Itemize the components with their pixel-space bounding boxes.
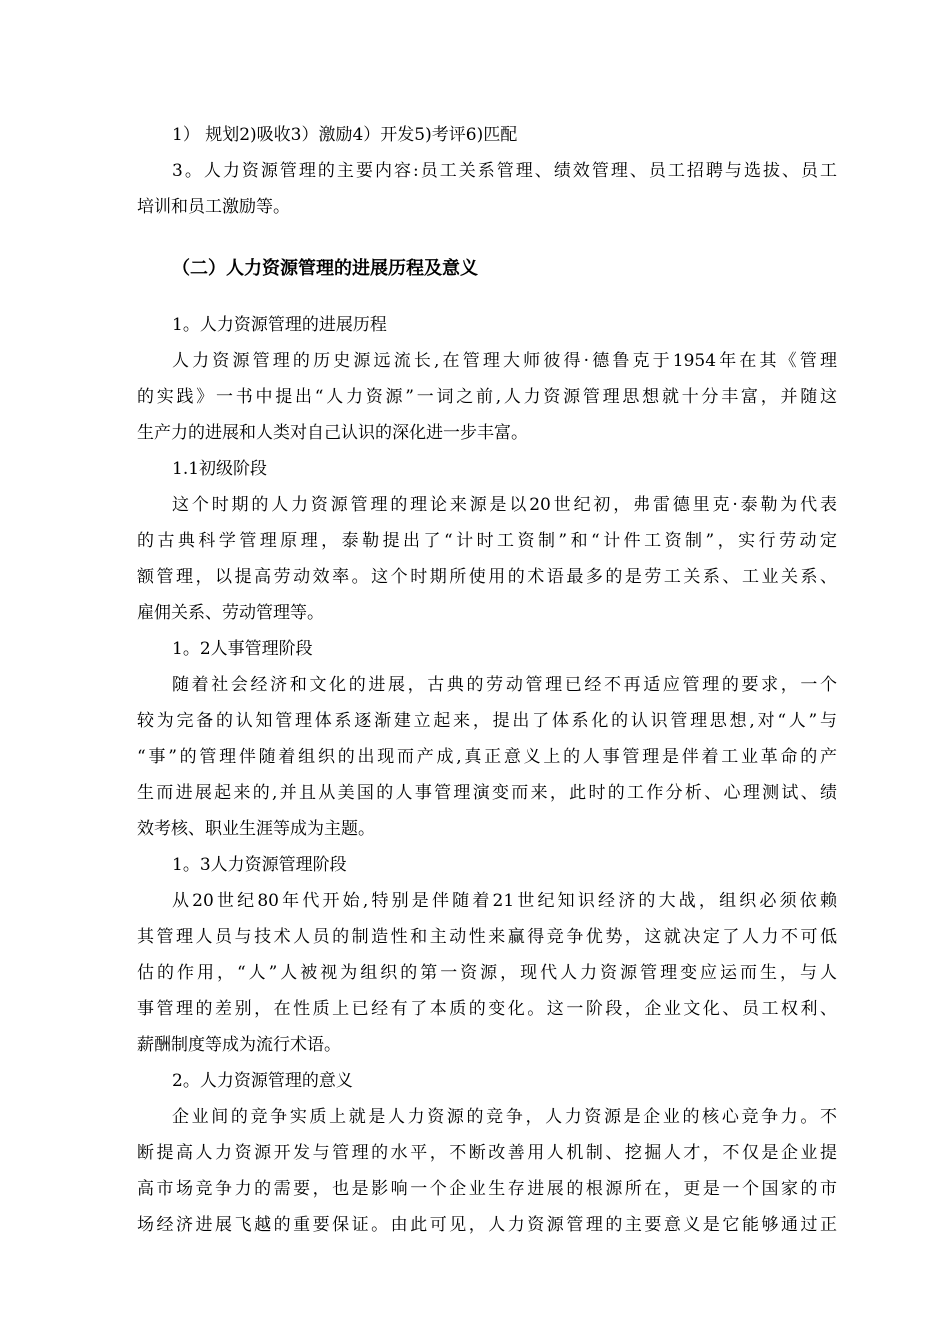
subsection-title: 1.1初级阶段 [172,459,268,479]
paragraph-line: 企业间的竞争实质上就是人力资源的竞争，人力资源是企业的核心竞争力。不 [172,1107,837,1127]
paragraph-line: 场经济进展飞越的重要保证。由此可见，人力资源管理的主要意义是它能够通过正 [137,1215,837,1235]
paragraph-line: 随着社会经济和文化的进展，古典的劳动管理已经不再适应管理的要求，一个 [172,675,837,695]
paragraph-line: 人力资源管理的历史源远流长,在管理大师彼得·德鲁克于1954年在其《管理 [172,351,837,371]
paragraph-line: 薪酬制度等成为流行术语。 [137,1035,341,1055]
paragraph-line: 培训和员工激励等。 [137,197,290,217]
paragraph-line: “事”的管理伴随着组织的出现而产成,真正意义上的人事管理是伴着工业革命的产 [137,747,837,767]
paragraph-line: 生产力的进展和人类对自己认识的深化进一步丰富。 [137,423,528,443]
section-heading: （二）人力资源管理的进展历程及意义 [172,258,478,279]
paragraph-line: 雇佣关系、劳动管理等。 [137,603,324,623]
paragraph-line: 较为完备的认知管理体系逐渐建立起来，提出了体系化的认识管理思想,对“人”与 [137,711,837,731]
paragraph-line: 的实践》一书中提出“人力资源”一词之前,人力资源管理思想就十分丰富，并随这 [137,387,837,407]
subsection-title: 2。人力资源管理的意义 [172,1071,353,1091]
paragraph-line: 3。人力资源管理的主要内容:员工关系管理、绩效管理、员工招聘与选拔、员工 [172,161,837,181]
paragraph-line: 从20世纪80年代开始,特别是伴随着21世纪知识经济的大战，组织必须依赖 [172,891,837,911]
paragraph-line: 生而进展起来的,并且从美国的人事管理演变而来，此时的工作分析、心理测试、绩 [137,783,837,803]
paragraph-line: 额管理，以提高劳动效率。这个时期所使用的术语最多的是劳工关系、工业关系、 [137,567,837,587]
list-item: 1） 规划2)吸收3）激励4）开发5)考评6)匹配 [172,125,518,145]
paragraph-line: 断提高人力资源开发与管理的水平，不断改善用人机制、挖掘人才，不仅是企业提 [137,1143,837,1163]
paragraph-line: 估的作用，“人”人被视为组织的第一资源，现代人力资源管理变应运而生，与人 [137,963,837,983]
paragraph-line: 效考核、职业生涯等成为主题。 [137,819,375,839]
subsection-title: 1。3人力资源管理阶段 [172,855,347,875]
subsection-title: 1。2人事管理阶段 [172,639,313,659]
paragraph-line: 事管理的差别，在性质上已经有了本质的变化。这一阶段，企业文化、员工权利、 [137,999,837,1019]
paragraph-line: 其管理人员与技术人员的制造性和主动性来赢得竞争优势，这就决定了人力不可低 [137,927,837,947]
paragraph-line: 高市场竞争力的需要，也是影响一个企业生存进展的根源所在，更是一个国家的市 [137,1179,837,1199]
subsection-title: 1。人力资源管理的进展历程 [172,315,387,335]
paragraph-line: 这个时期的人力资源管理的理论来源是以20世纪初，弗雷德里克·泰勒为代表 [172,495,837,515]
paragraph-line: 的古典科学管理原理，泰勒提出了“计时工资制”和“计件工资制”，实行劳动定 [137,531,837,551]
